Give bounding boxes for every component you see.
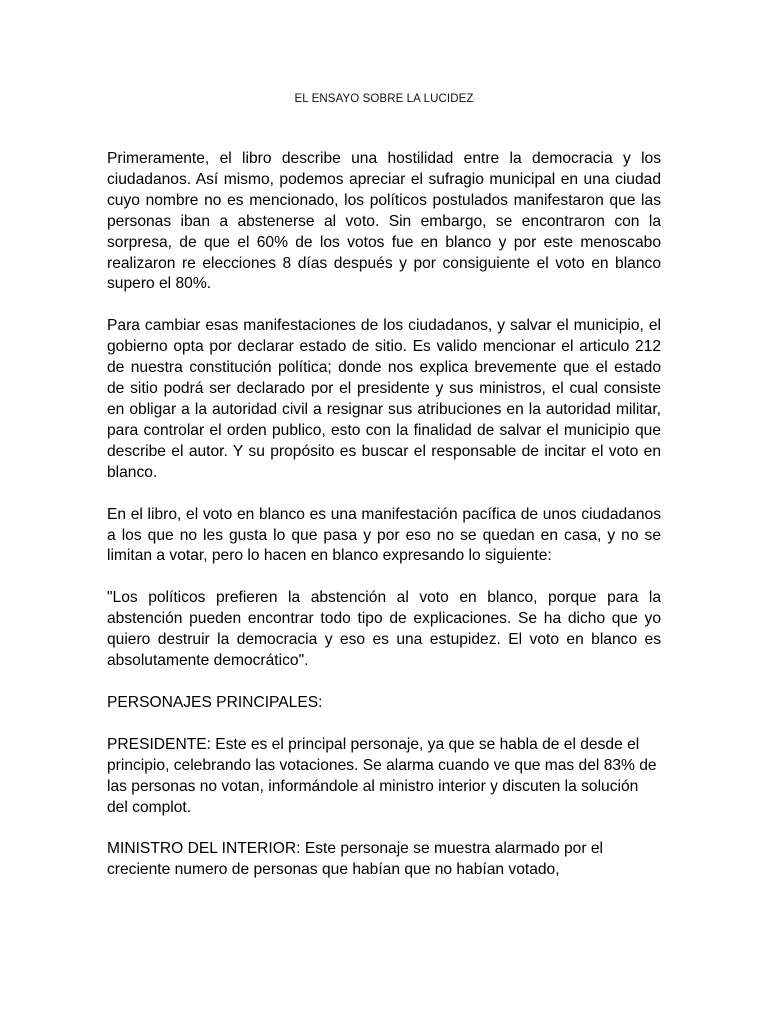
section-heading-personajes: PERSONAJES PRINCIPALES:: [107, 693, 323, 711]
paragraph-introduction: Primeramente, el libro describe una hostilidad entre la democracia y los ciudadanos. Así mismo, podemos apreciar el sufragio municipal en una ciudad cuyo nombre no es mencionado, los políticos postulados manifestaron que las personas iban a abstenerse al voto. Sin embargo, se encontraron con la sorpresa, de que el 60% de los votos fue en blanco y por este menoscabo realizaron re elecciones 8 días después y por consiguiente el voto en blanco supero el 80%.: [107, 150, 661, 293]
paragraph-quote: "Los políticos prefieren la abstención al voto en blanco, porque para la abstención pueden encontrar todo tipo de explicaciones. Se ha dicho que yo quiero destruir la democracia y eso es una estupidez. El voto en blanco es absolutamente democrático".: [107, 589, 661, 670]
paragraph-presidente: PRESIDENTE: Este es el principal personaje, ya que se habla de el desde el principio, celebrando las votaciones. Se alarma cuando ve que mas del 83% de las personas no votan, informándole al ministro interior y discuten la solución del complot.: [107, 735, 657, 816]
document-body: [107, 149, 661, 902]
document-title: EL ENSAYO SOBRE LA LUCIDEZ: [294, 93, 474, 105]
paragraph-estado-de-sitio: Para cambiar esas manifestaciones de los ciudadanos, y salvar el municipio, el gobierno opta por declarar estado de sitio. Es valido mencionar el articulo 212 de nuestra constitución política; donde nos explica brevemente que el estado de sitio podrá ser declarado por el presidente y sus ministros, el cual consiste en obligar a la autoridad civil a resignar sus atribuciones en la autoridad militar, para controlar el orden publico, esto con la finalidad de salvar el municipio que describe el autor. Y su propósito es buscar el responsable de incitar el voto en blanco.: [107, 317, 661, 481]
paragraph-voto-en-blanco: En el libro, el voto en blanco es una manifestación pacífica de unos ciudadanos a los que no les gusta lo que pasa y por eso no se quedan en casa, y no se limitan a votar, pero lo hacen en blanco expresando lo siguiente:: [107, 505, 661, 565]
paragraph-ministro-del-interior: MINISTRO DEL INTERIOR: Este personaje se muestra alarmado por el creciente numero de personas que habían que no habían votado,: [107, 840, 603, 879]
